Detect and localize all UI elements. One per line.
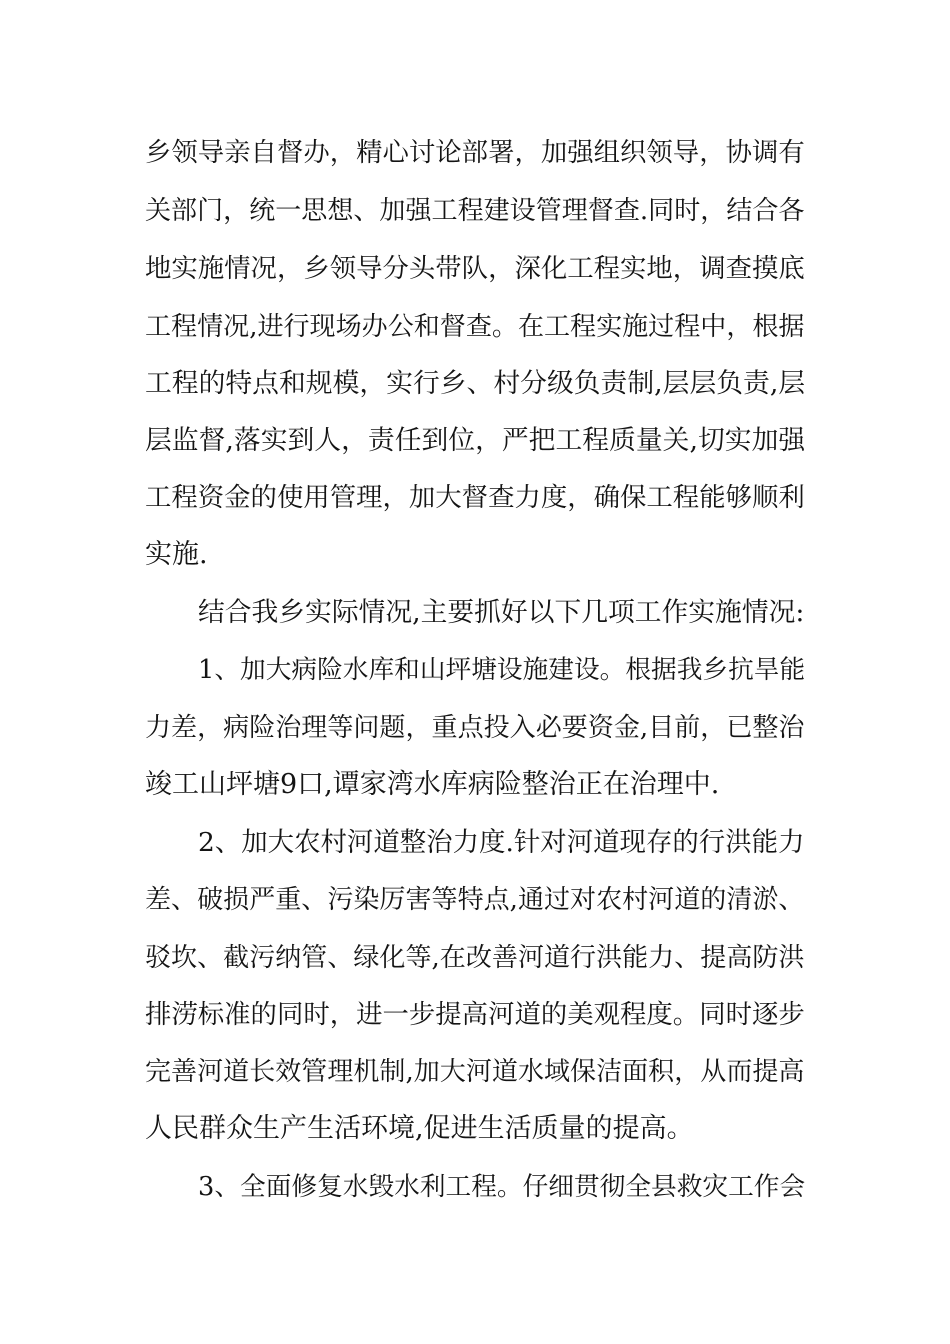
text-line: 驳坎、截污纳管、绿化等,在改善河道行洪能力、提高防洪 xyxy=(145,943,805,973)
text-line: 层监督,落实到人，责任到位，严把工程质量关,切实加强 xyxy=(145,425,806,456)
text-line: 3、全面修复水毁水利工程。仔细贯彻全县救灾工作会 xyxy=(198,1172,806,1202)
text-line: 力差，病险治理等问题，重点投入必要资金,目前，已整治 xyxy=(145,713,805,743)
text-line: 实施. xyxy=(145,539,208,570)
text-line: 工程情况,进行现场办公和督查。在工程实施过程中，根据 xyxy=(145,312,805,342)
text-line: 结合我乡实际情况,主要抓好以下几项工作实施情况: xyxy=(198,597,805,628)
text-line: 差、破损严重、污染厉害等特点,通过对农村河道的清淤、 xyxy=(145,885,805,915)
text-line: 2、加大农村河道整治力度.针对河道现存的行洪能力 xyxy=(198,827,805,858)
text-line: 人民群众生产生活环境,促进生活质量的提高。 xyxy=(145,1113,694,1144)
text-line: 排涝标准的同时，进一步提高河道的美观程度。同时逐步 xyxy=(145,999,805,1030)
text-line: 工程资金的使用管理，加大督查力度，确保工程能够顺利 xyxy=(145,482,805,513)
text-line: 乡领导亲自督办，精心讨论部署，加强组织领导，协调有 xyxy=(145,137,805,168)
text-line: 完善河道长效管理机制,加大河道水域保洁面积，从而提高 xyxy=(145,1057,805,1087)
text-line: 工程的特点和规模，实行乡、村分级负责制,层层负责,层 xyxy=(145,368,806,399)
text-line: 关部门，统一思想、加强工程建设管理督查.同时，结合各 xyxy=(145,196,805,226)
text-line: 地实施情况，乡领导分头带队，深化工程实地，调查摸底 xyxy=(145,253,805,284)
text-line: 竣工山坪塘9口,谭家湾水库病险整治正在治理中. xyxy=(145,769,720,800)
text-line: 1、加大病险水库和山坪塘设施建设。根据我乡抗旱能 xyxy=(198,655,806,685)
